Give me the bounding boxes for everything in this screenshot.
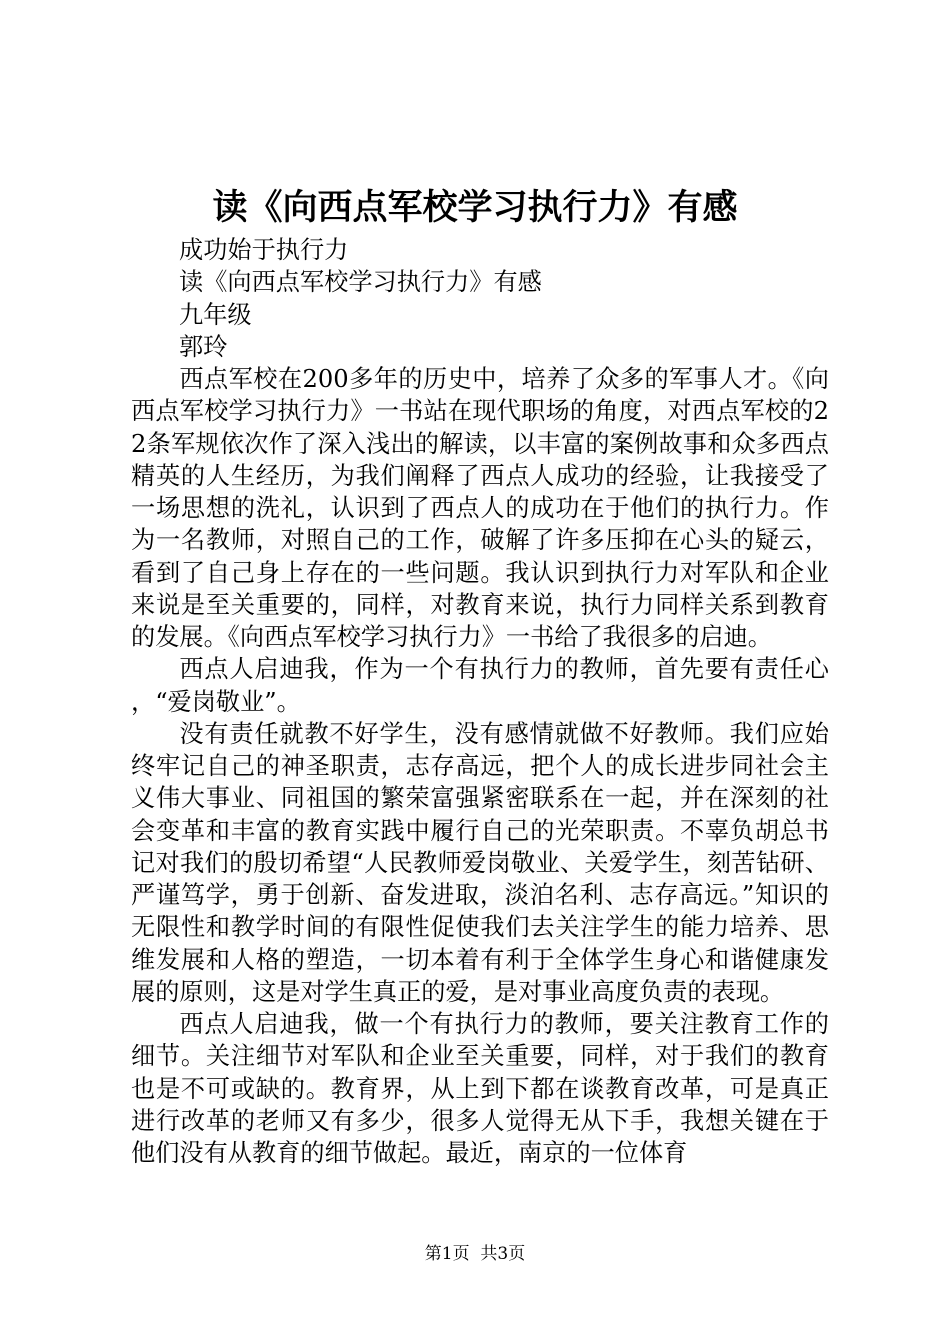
article-title-line: 读《向西点军校学习执行力》有感 — [179, 268, 542, 297]
paragraph-4: 西点人启迪我，做一个有执行力的教师，要关注教育工作的细节。关注细节对军队和企业至关重要，同样，对于我们的教育也是不可或缺的。教育界，从上到下都在谈教育改革，可是真正进行改革的老师又有多少，很多人觉得无从下手，我想关键在于他们没有从教育的细节做起。最近，南京的一位体育 — [131, 1010, 829, 1167]
subtitle-line: 成功始于执行力 — [179, 236, 349, 264]
page-footer: 第1页 共3页 — [424, 1244, 526, 1264]
paragraph-3: 没有责任就教不好学生，没有感情就做不好教师。我们应始终牢记自己的神圣职责，志存高远，把个人的成长进步同社会主义伟大事业、同祖国的繁荣富强紧密联系在一起，并在深刻的社会变革和丰富的教育实践中履行自己的光荣职责。不辜负胡总书记对我们的殷切希望“人民教师爱岗敬业、关爱学生，刻苦钻研、严谨笃学，勇于创新、奋发进取，淡泊名利、志存高远。”知识的无限性和教学时间的有限性促使我们去关注学生的能力培养、思维发展和人格的塑造，一切本着有利于全体学生身心和谐健康发展的原则，这是对学生真正的爱，是对事业高度负责的表现。 — [131, 719, 829, 1006]
document-title: 读《向西点军校学习执行力》有感 — [212, 187, 738, 228]
paragraph-1: 西点军校在200多年的历史中，培养了众多的军事人才。《向西点军校学习执行力》一书站在现代职场的角度，对西点军校的22条军规依次作了深入浅出的解读，以丰富的案例故事和众多西点精英的人生经历，为我们阐释了西点人成功的经验，让我接受了一场思想的洗礼，认识到了西点人的成功在于他们的执行力。作为一名教师，对照自己的工作，破解了许多压抑在心头的疑云，看到了自己身上存在的一些问题。我认识到执行力对军队和企业来说是至关重要的，同样，对教育来说，执行力同样关系到教育的发展。《向西点军校学习执行力》一书给了我很多的启迪。 — [131, 365, 829, 651]
paragraph-2: 西点人启迪我，作为一个有执行力的教师，首先要有责任心，“爱岗敬业”。 — [131, 655, 829, 716]
document-body — [131, 234, 829, 1169]
grade-line: 九年级 — [179, 300, 252, 329]
author-line: 郭玲 — [179, 332, 228, 361]
